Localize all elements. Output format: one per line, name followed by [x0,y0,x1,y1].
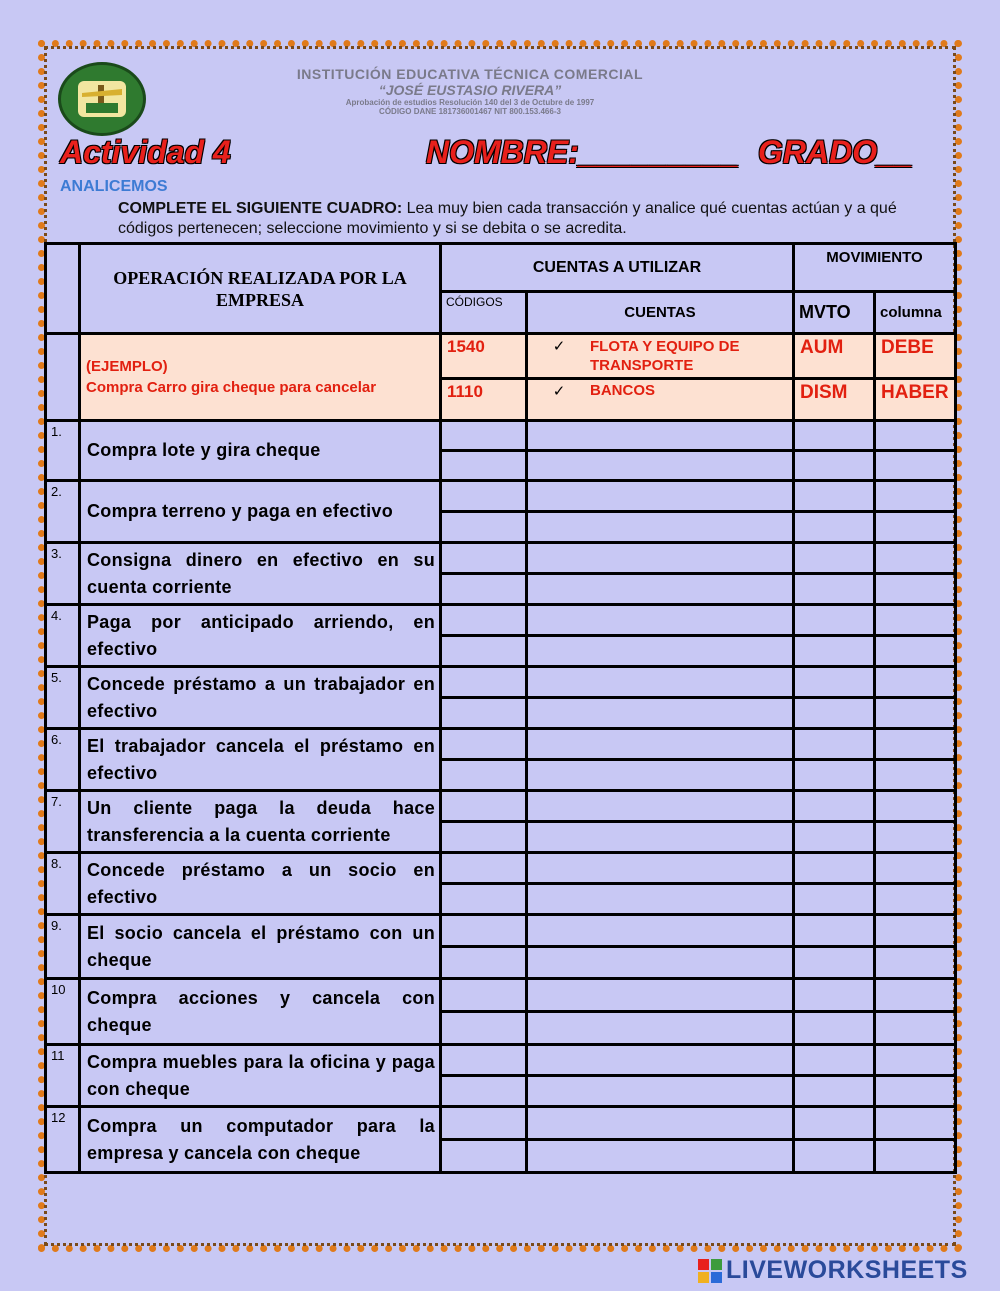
mvto-select[interactable] [794,481,875,512]
column-select[interactable] [875,947,956,979]
account-select[interactable] [527,947,794,979]
code-input[interactable] [441,451,527,481]
operation-row [46,421,956,451]
code-input[interactable] [441,947,527,979]
code-input[interactable] [441,421,527,451]
account-select[interactable] [527,421,794,451]
watermark-text: LIVEWORKSHEETS [726,1256,968,1284]
account-select[interactable] [527,605,794,636]
example-label: (EJEMPLO) [86,358,168,375]
mvto-select[interactable] [794,421,875,451]
op-header: OPERACIÓN REALIZADA POR LA EMPRESA [80,244,441,334]
account-select[interactable] [527,853,794,884]
operation-text: El trabajador cancela el préstamo en efectivo [80,729,441,791]
column-select[interactable] [875,979,956,1012]
operation-text: Un cliente paga la deuda hace transferencia a la cuenta corriente [80,791,441,853]
account-select[interactable] [527,884,794,915]
mvto-select[interactable] [794,884,875,915]
mvto-select[interactable] [794,667,875,698]
operation-text: Consigna dinero en efectivo en su cuenta corriente [80,543,441,605]
column-select[interactable] [875,636,956,667]
operation-text: Compra lote y gira cheque [80,421,441,481]
mvto-select[interactable] [794,574,875,605]
account-select[interactable] [527,1107,794,1140]
section-heading: ANALICEMOS [60,178,168,195]
operation-row [46,1045,956,1076]
operation-number: 5. [46,667,80,729]
operation-number: 2. [46,481,80,543]
account-select[interactable] [527,822,794,853]
mvto-select[interactable] [794,1140,875,1173]
operation-text: El socio cancela el préstamo con un cheque [80,915,441,979]
account-select[interactable] [527,698,794,729]
header-blank [46,244,80,334]
name-label: NOMBRE:_________ [426,134,740,170]
institution-name: INSTITUCIÓN EDUCATIVA TÉCNICA COMERCIAL [296,66,644,82]
mvto-select[interactable] [794,822,875,853]
code-input[interactable] [441,1076,527,1107]
example-account-name-1: FLOTA Y EQUIPO DE TRANSPORTE [590,338,740,374]
accounts-header: CUENTAS A UTILIZAR [441,244,794,292]
operation-row [46,915,956,947]
mvto-select[interactable] [794,729,875,760]
account-select[interactable] [527,979,794,1012]
mvto-select[interactable] [794,791,875,822]
operation-text: Compra acciones y cancela con cheque [80,979,441,1045]
account-select[interactable] [527,543,794,574]
account-select[interactable] [527,760,794,791]
institution-code: CÓDIGO DANE 181736001467 NIT 800.153.466-3 [379,107,561,116]
code-input[interactable] [441,853,527,884]
example-operation [80,334,441,421]
example-column-1: DEBE [875,334,956,379]
operation-row [46,605,956,636]
movement-header: MOVIMIENTO [794,244,956,292]
example-account-name-2: BANCOS [590,382,656,399]
column-select[interactable] [875,421,956,451]
example-code-1: 1540 [441,334,527,379]
operation-row [46,791,956,822]
institution-subtitle: “JOSÉ EUSTASIO RIVERA” [378,82,562,98]
example-text: Compra Carro gira cheque para cancelar [86,379,377,396]
account-select[interactable] [527,481,794,512]
code-input[interactable] [441,1140,527,1173]
operation-number: 3. [46,543,80,605]
operation-text: Concede préstamo a un socio en efectivo [80,853,441,915]
code-input[interactable] [441,822,527,853]
column-select[interactable] [875,1012,956,1045]
column-select[interactable] [875,1140,956,1173]
example-column-2: HABER [875,379,956,421]
column-select[interactable] [875,543,956,574]
operation-row [46,543,956,574]
instructions-text: Lea muy bien cada transacción y analice qué cuentas actúan y a qué códigos pertenecen; seleccione movimiento y si se debita o se acredita. [118,200,897,237]
grade-label: GRADO__ [758,134,913,170]
column-select[interactable] [875,1076,956,1107]
operation-number: 9. [46,915,80,979]
operation-row [46,481,956,512]
example-account-2 [527,379,794,421]
account-select[interactable] [527,636,794,667]
account-select[interactable] [527,512,794,543]
operation-row [46,667,956,698]
column-select[interactable] [875,1107,956,1140]
code-input[interactable] [441,667,527,698]
code-input[interactable] [441,1107,527,1140]
mvto-select[interactable] [794,698,875,729]
account-select[interactable] [527,1045,794,1076]
accounts-col-header: CUENTAS [527,292,794,334]
mvto-select[interactable] [794,1107,875,1140]
account-select[interactable] [527,574,794,605]
account-select[interactable] [527,1076,794,1107]
operation-number: 7. [46,791,80,853]
column-select[interactable] [875,667,956,698]
school-logo [58,62,146,136]
mvto-select[interactable] [794,512,875,543]
code-input[interactable] [441,481,527,512]
account-select[interactable] [527,1012,794,1045]
column-select[interactable] [875,605,956,636]
operation-text: Compra un computador para la empresa y cancela con cheque [80,1107,441,1173]
operation-number: 1. [46,421,80,481]
operation-number: 10 [46,979,80,1045]
code-input[interactable] [441,574,527,605]
code-input[interactable] [441,512,527,543]
operation-row [46,979,956,1012]
institution-resolution: Aprobación de estudios Resolución 140 del 3 de Octubre de 1997 [345,98,595,107]
instructions [118,199,908,239]
liveworksheets-logo-icon [698,1259,722,1283]
code-input[interactable] [441,915,527,947]
check-icon: ✓ [552,383,566,400]
code-input[interactable] [441,791,527,822]
column-select[interactable] [875,512,956,543]
column-select[interactable] [875,791,956,822]
column-select[interactable] [875,915,956,947]
mvto-select[interactable] [794,853,875,884]
example-account-1 [527,334,794,379]
operation-text: Compra muebles para la oficina y paga con cheque [80,1045,441,1107]
example-num [46,334,80,421]
example-code-2: 1110 [441,379,527,421]
operation-row [46,1107,956,1140]
account-select[interactable] [527,915,794,947]
mvto-select[interactable] [794,1076,875,1107]
operations-body [46,421,956,1173]
mvto-select[interactable] [794,947,875,979]
code-input[interactable] [441,729,527,760]
mvto-select[interactable] [794,605,875,636]
account-select[interactable] [527,729,794,760]
operation-text: Paga por anticipado arriendo, en efectivo [80,605,441,667]
operation-number: 12 [46,1107,80,1173]
account-select[interactable] [527,451,794,481]
column-select[interactable] [875,884,956,915]
mvto-select[interactable] [794,915,875,947]
operation-row [46,853,956,884]
column-header: columna [875,292,956,334]
account-select[interactable] [527,667,794,698]
column-select[interactable] [875,574,956,605]
code-input[interactable] [441,884,527,915]
account-select[interactable] [527,1140,794,1173]
liveworksheets-watermark [698,1256,968,1285]
code-input[interactable] [441,1012,527,1045]
mvto-select[interactable] [794,636,875,667]
activity-title: Actividad 4 [60,134,231,170]
account-select[interactable] [527,791,794,822]
operation-number: 6. [46,729,80,791]
code-input[interactable] [441,636,527,667]
code-input[interactable] [441,698,527,729]
column-select[interactable] [875,853,956,884]
column-select[interactable] [875,822,956,853]
column-select[interactable] [875,729,956,760]
code-input[interactable] [441,605,527,636]
mvto-select[interactable] [794,760,875,791]
accounts-table [44,242,957,1174]
code-input[interactable] [441,543,527,574]
column-select[interactable] [875,451,956,481]
mvto-select[interactable] [794,1045,875,1076]
operation-row [46,729,956,760]
operation-text: Concede préstamo a un trabajador en efectivo [80,667,441,729]
column-select[interactable] [875,481,956,512]
code-input[interactable] [441,979,527,1012]
operation-number: 11 [46,1045,80,1107]
column-select[interactable] [875,1045,956,1076]
codes-header: CÓDIGOS [441,292,527,334]
instructions-bold: COMPLETE EL SIGUIENTE CUADRO: [118,200,403,217]
mvto-select[interactable] [794,451,875,481]
mvto-select[interactable] [794,1012,875,1045]
column-select[interactable] [875,698,956,729]
check-icon: ✓ [552,338,566,355]
mvto-select[interactable] [794,979,875,1012]
example-mvto-2: DISM [794,379,875,421]
code-input[interactable] [441,1045,527,1076]
example-mvto-1: AUM [794,334,875,379]
code-input[interactable] [441,760,527,791]
column-select[interactable] [875,760,956,791]
mvto-select[interactable] [794,543,875,574]
institution-header [210,66,730,116]
operation-number: 8. [46,853,80,915]
operation-text: Compra terreno y paga en efectivo [80,481,441,543]
mvto-header: MVTO [794,292,875,334]
operation-number: 4. [46,605,80,667]
